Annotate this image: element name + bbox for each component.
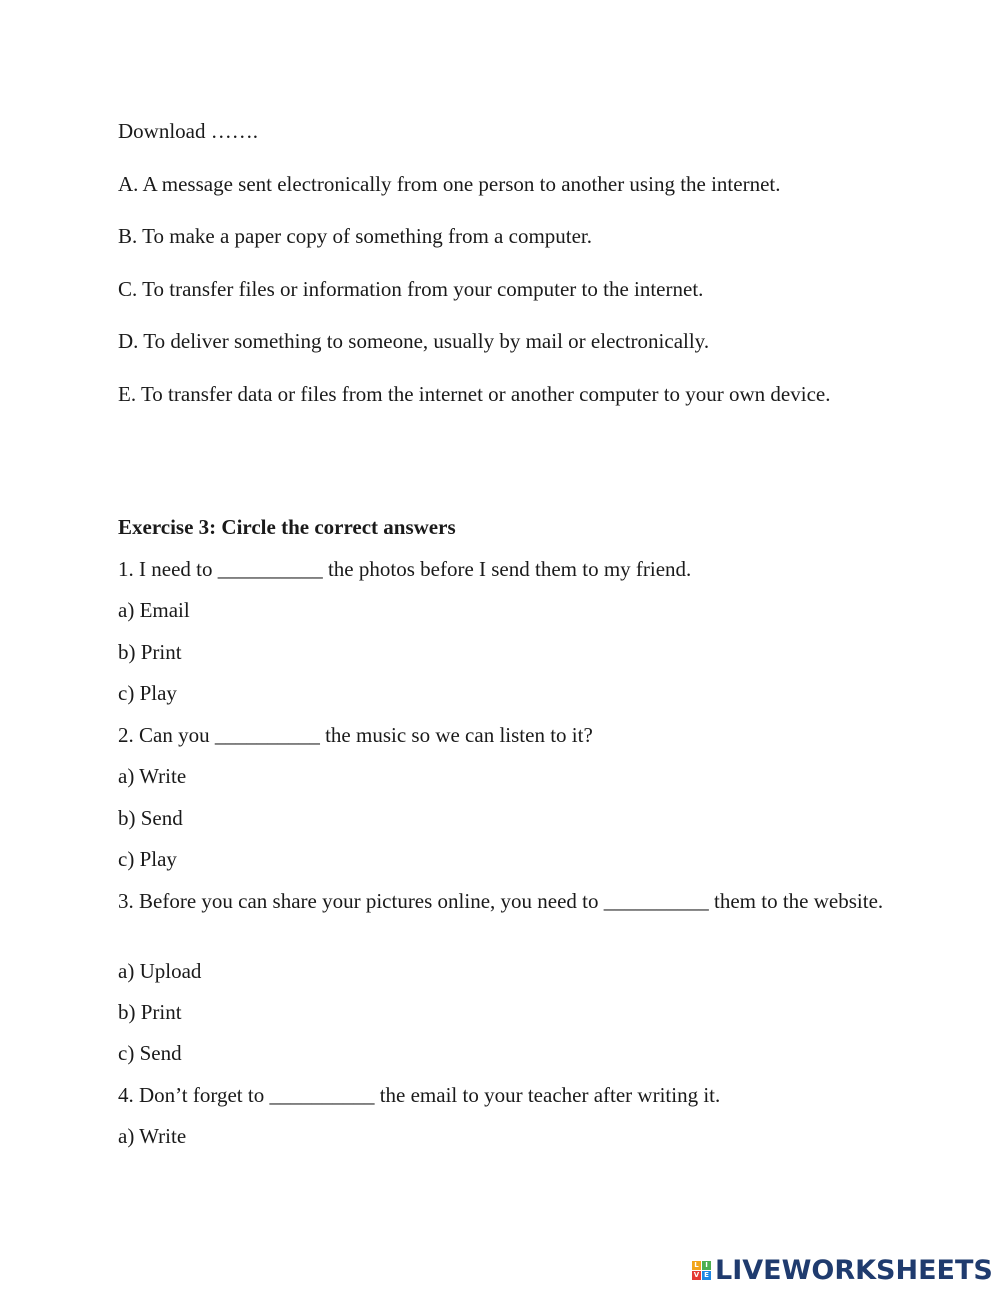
option-e: E. To transfer data or files from the internet or another computer to your own device. — [118, 382, 831, 406]
q1-answer-a[interactable]: a) Email — [118, 598, 190, 622]
question-3: 3. Before you can share your pictures online, you need to __________ them to the website. — [118, 889, 884, 913]
option-c: C. To transfer files or information from your computer to the internet. — [118, 277, 704, 301]
q4-answer-a[interactable]: a) Write — [118, 1124, 187, 1148]
q3-answer-c[interactable]: c) Send — [118, 1041, 182, 1065]
option-d: D. To deliver something to someone, usually by mail or electronically. — [118, 329, 710, 353]
q1-answer-c[interactable]: c) Play — [118, 681, 177, 705]
q3-answer-b[interactable]: b) Print — [118, 1000, 182, 1024]
q2-answer-c[interactable]: c) Play — [118, 847, 177, 871]
logo-cell-i: I — [702, 1261, 711, 1270]
option-b: B. To make a paper copy of something from a computer. — [118, 224, 593, 248]
option-a: A. A message sent electronically from one person to another using the internet. — [118, 172, 781, 196]
liveworksheets-logo — [692, 1253, 993, 1287]
question-4: 4. Don’t forget to __________ the email to your teacher after writing it. — [118, 1083, 721, 1107]
q2-answer-a[interactable]: a) Write — [118, 764, 187, 788]
download-prompt: Download ……. — [118, 119, 258, 143]
exercise-3-title: Exercise 3: Circle the correct answers — [118, 515, 456, 539]
logo-cell-l: L — [692, 1261, 701, 1270]
logo-cell-v: V — [693, 1270, 700, 1279]
liveworksheets-logo-icon — [692, 1261, 711, 1280]
question-1: 1. I need to __________ the photos before I send them to my friend. — [118, 557, 692, 581]
q1-answer-b[interactable]: b) Print — [118, 640, 182, 664]
logo-cell-e: E — [702, 1271, 711, 1280]
question-2: 2. Can you __________ the music so we can listen to it? — [118, 723, 593, 747]
q2-answer-b[interactable]: b) Send — [118, 806, 183, 830]
q3-answer-a[interactable]: a) Upload — [118, 959, 202, 983]
logo-wordmark: LIVEWORKSHEETS — [715, 1254, 993, 1286]
